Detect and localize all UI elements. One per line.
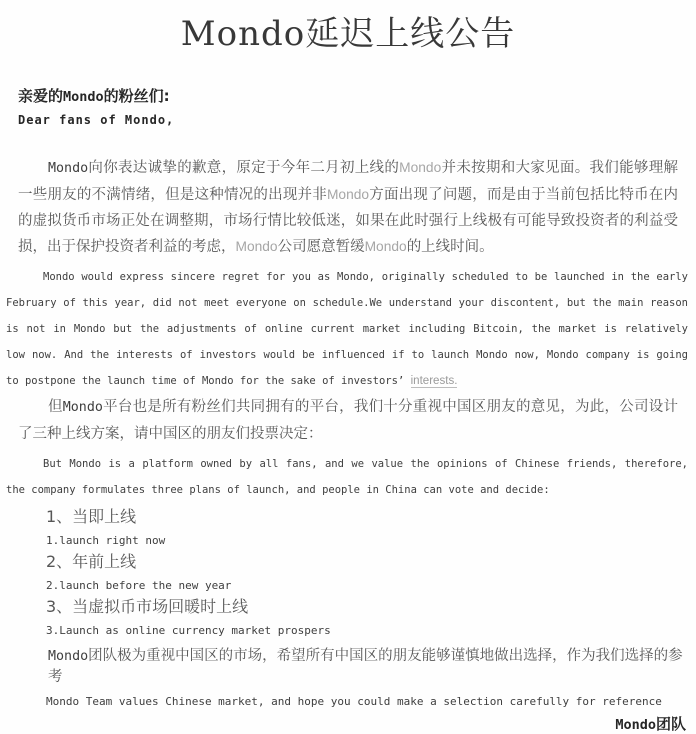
text-run: Mondo: [63, 89, 104, 105]
plans-paragraph-chinese: [18, 394, 678, 447]
closing-paragraph-chinese: [48, 646, 696, 688]
text-run: Mondo: [48, 161, 89, 176]
text-run: Mondo: [235, 239, 278, 254]
salutation-english: Dear fans of Mondo,: [18, 113, 175, 127]
text-run: 的上线时间。: [406, 239, 494, 255]
option-2-english: 2.launch before the new year: [46, 579, 232, 592]
closing-paragraph-english: Mondo Team values Chinese market, and hope you could make a selection carefully for reference: [46, 695, 662, 708]
text-run: 团队极为重视中国区的市场，希望所有中国区的朋友能够谨慎地做出选择，作为我们选择的参考: [48, 648, 683, 685]
text-run: Mondo would express sincere regret for you as Mondo, originally scheduled to be launched in the early February of this year, did not meet everyone on schedule.We understand your discontent, but the main reason is not in Mondo but the adjustments of online current market including Bitcoin, the market is relatively low now. And the interests of investors would be influenced if to launch Mondo now, Mondo company is going to postpone the launch time of Mondo for the sake of investors’: [6, 271, 688, 387]
text-run: 平台也是所有粉丝们共同拥有的平台，我们十分重视中国区朋友的意见，为此，公司设计了三种上线方案，请中国区的朋友们投票决定：: [18, 399, 678, 442]
launch-options-list: [0, 506, 696, 638]
salutation-chinese: [18, 85, 679, 106]
text-run: Mondo: [615, 717, 656, 733]
apology-paragraph-chinese: [18, 155, 678, 260]
page-title: Mondo延迟上线公告: [180, 14, 516, 54]
text-run: 公司愿意暂缓: [277, 239, 365, 255]
text-run: Mondo: [62, 400, 103, 415]
text-run: Mondo: [364, 239, 407, 254]
option-3-chinese: 3、当虚拟币市场回暖时上线: [46, 597, 249, 616]
option-3-english: 3.Launch as online currency market prospers: [46, 624, 331, 637]
text-run: interests.: [410, 375, 458, 387]
option-1-chinese: 1、当即上线: [46, 507, 137, 526]
text-run: 并未按期和大家见面。我们能够理解一些朋友的不满情绪，但是这种情况的出现并非: [18, 160, 678, 203]
option-1-english: 1.launch right now: [46, 534, 166, 547]
text-run: 方面出现了问题，而是由于当前包括比特币在内的虚拟货币市场正处在调整期，市场行情比较低迷，如果在此时强行上线极有可能导致投资者的利益受损，出于保护投资者利益的考虑，: [18, 187, 678, 255]
text-run: Mondo: [399, 160, 442, 175]
text-run: 但: [48, 399, 63, 415]
text-run: 亲爱的: [18, 87, 64, 105]
text-run: 团队: [655, 715, 686, 733]
text-run: 的粉丝们:: [103, 87, 170, 105]
announcement-document: [0, 6, 696, 733]
text-run: Mondo: [326, 187, 370, 202]
plans-paragraph-english: But Mondo is a platform owned by all fans, and we value the opinions of Chinese friends, therefore, the company formulates three plans of launch, and people in China can vote and decide:: [6, 458, 688, 496]
text-run: 向你表达诚挚的歉意，原定于今年二月初上线的: [88, 160, 400, 176]
signature: [0, 713, 686, 734]
option-2-chinese: 2、年前上线: [46, 552, 137, 571]
text-run: Mondo: [48, 649, 89, 664]
apology-paragraph-english: [6, 264, 688, 394]
